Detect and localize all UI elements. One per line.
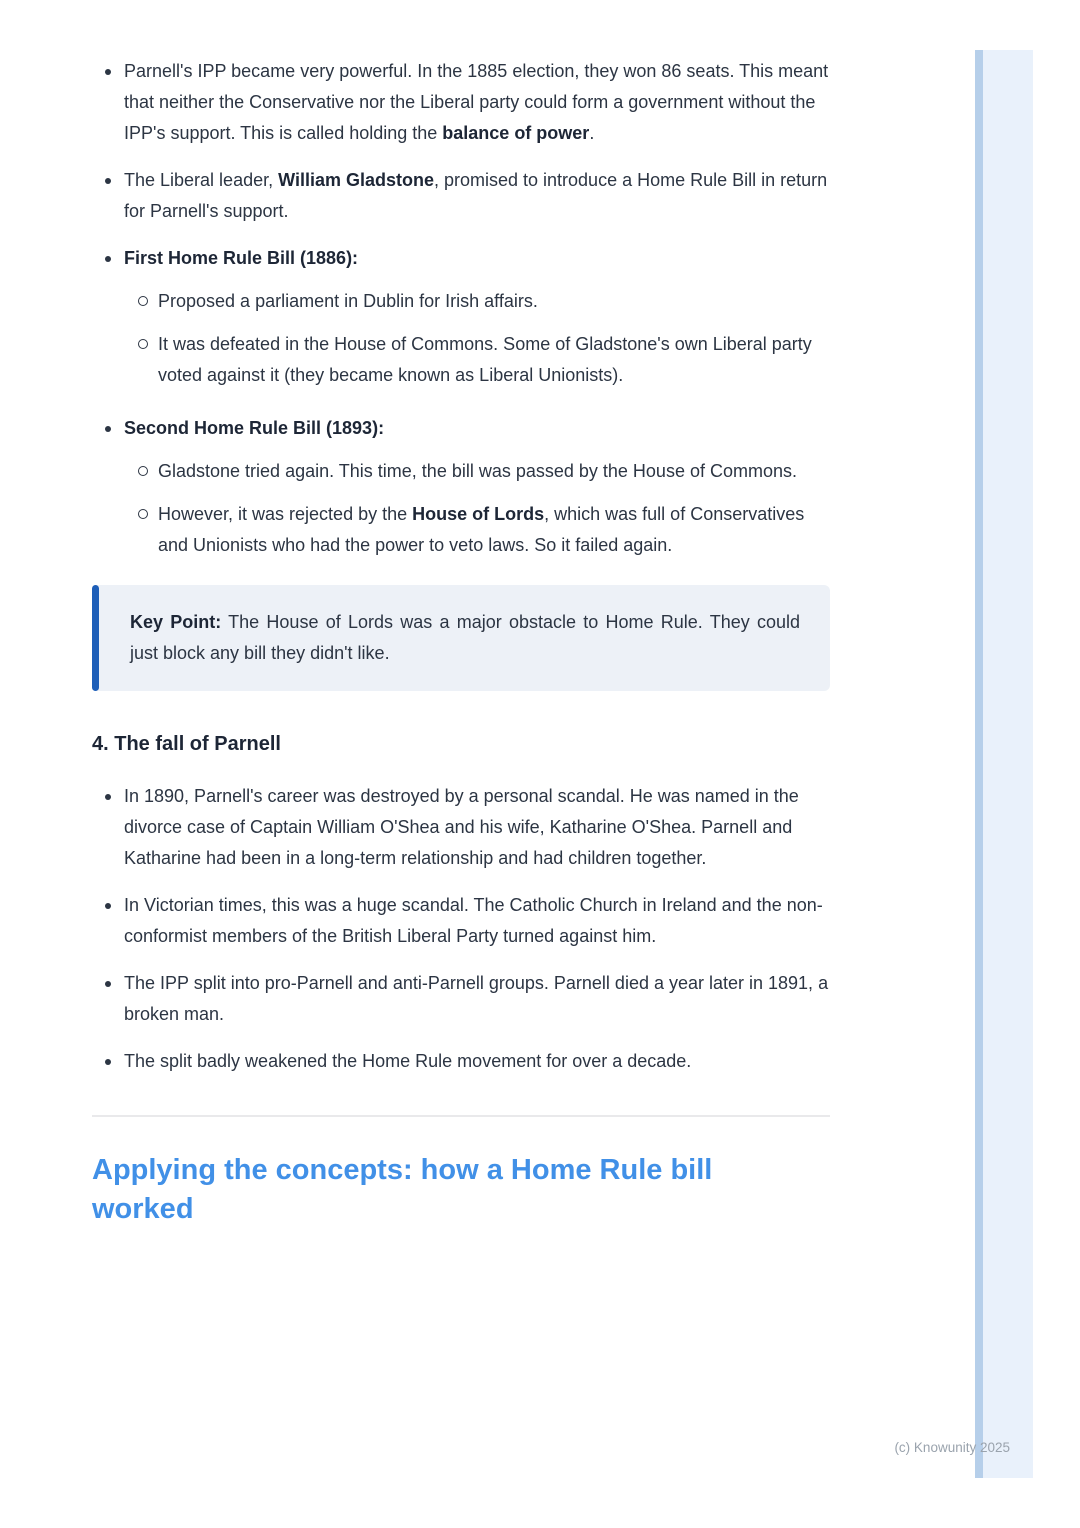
list-item <box>92 968 830 1030</box>
copyright-watermark: (c) Knowunity 2025 <box>894 1440 1010 1455</box>
list-item-text <box>124 413 830 444</box>
list-item <box>92 56 830 149</box>
scrollbar-thumb[interactable] <box>975 50 983 1478</box>
bold-text: First Home Rule Bill (1886): <box>124 248 359 268</box>
bold-text: House of Lords <box>412 504 545 524</box>
list-item <box>92 456 830 487</box>
list-item <box>92 781 830 874</box>
bullet-disc-icon <box>105 178 111 184</box>
list-item <box>92 286 830 317</box>
list-item <box>92 413 830 444</box>
chapter-heading <box>92 1151 830 1229</box>
keypoint-callout <box>92 585 830 691</box>
list-item <box>92 243 830 274</box>
bullet-circle-icon <box>138 296 148 306</box>
bullet-disc-icon <box>105 981 111 987</box>
list-item-text <box>124 56 830 149</box>
body-text: Parnell's IPP became very powerful. In the 1885 election, they won 86 seats. This meant that neither the Conservative nor the Liberal party could form a government without the IPP's support. This is called holding the <box>124 61 829 143</box>
body-text: The House of Lords was a major obstacle to Home Rule. They could just block any bill they didn't like. <box>130 612 800 663</box>
list-item-text <box>158 329 830 391</box>
section-heading: 4. The fall of Parnell <box>92 733 281 755</box>
body-text: However, it was rejected by the <box>158 504 413 524</box>
bold-text: Key Point: <box>130 612 222 632</box>
bullet-disc-icon <box>105 1059 111 1065</box>
list-item-text <box>158 286 830 317</box>
list-item-text <box>158 456 830 487</box>
body-text: It was defeated in the House of Commons. Some of Gladstone's own Liberal party voted against it (they became known as Liberal Unionists). <box>158 334 812 385</box>
list-item-text <box>158 499 830 561</box>
bullet-disc-icon <box>105 903 111 909</box>
chapter-heading-line2: worked <box>92 1193 194 1225</box>
body-text: Proposed a parliament in Dublin for Irish affairs. <box>158 291 538 311</box>
list-item <box>92 1046 830 1077</box>
list-item-text <box>124 165 830 227</box>
bullet-circle-icon <box>138 466 148 476</box>
list-item-text <box>124 890 830 952</box>
document-content <box>92 56 830 1229</box>
body-text: The IPP split into pro-Parnell and anti-Parnell groups. Parnell died a year later in 1891, a broken man. <box>124 973 829 1024</box>
section-divider <box>92 1115 830 1117</box>
scrollbar-track[interactable] <box>975 50 1033 1478</box>
bullet-circle-icon <box>138 509 148 519</box>
body-text: In 1890, Parnell's career was destroyed by a personal scandal. He was named in the divorce case of Captain William O'Shea and his wife, Katharine O'Shea. Parnell and Katharine had been in a long-term relationship and had children together. <box>124 786 799 868</box>
body-text: In Victorian times, this was a huge scandal. The Catholic Church in Ireland and the non-conformist members of the British Liberal Party turned against him. <box>124 895 823 946</box>
bullet-list-top <box>92 56 830 561</box>
list-item-text <box>124 781 830 874</box>
list-item <box>92 499 830 561</box>
list-item-text <box>124 968 830 1030</box>
bullet-list-bottom <box>92 781 830 1077</box>
keypoint-accent-bar <box>92 585 99 691</box>
bullet-disc-icon <box>105 69 111 75</box>
chapter-heading-line1: Applying the concepts: how a Home Rule bill <box>92 1154 713 1186</box>
body-text: . <box>589 123 595 143</box>
list-item-text <box>124 243 830 274</box>
list-item <box>92 890 830 952</box>
body-text: The split badly weakened the Home Rule movement for over a decade. <box>124 1051 692 1071</box>
list-item <box>92 329 830 391</box>
bold-text: Second Home Rule Bill (1893): <box>124 418 385 438</box>
bold-text: William Gladstone <box>278 170 434 190</box>
body-text: , which was full of Conservatives and Unionists who had the power to veto laws. So it failed again. <box>158 504 805 555</box>
list-item-text <box>124 1046 830 1077</box>
list-item <box>92 165 830 227</box>
bullet-disc-icon <box>105 256 111 262</box>
bullet-disc-icon <box>105 794 111 800</box>
body-text: , promised to introduce a Home Rule Bill in return for Parnell's support. <box>124 170 828 221</box>
body-text: Gladstone tried again. This time, the bill was passed by the House of Commons. <box>158 461 797 481</box>
bullet-disc-icon <box>105 426 111 432</box>
body-text: The Liberal leader, <box>124 170 279 190</box>
keypoint-text <box>130 607 800 669</box>
bullet-circle-icon <box>138 339 148 349</box>
bold-text: balance of power <box>442 123 590 143</box>
